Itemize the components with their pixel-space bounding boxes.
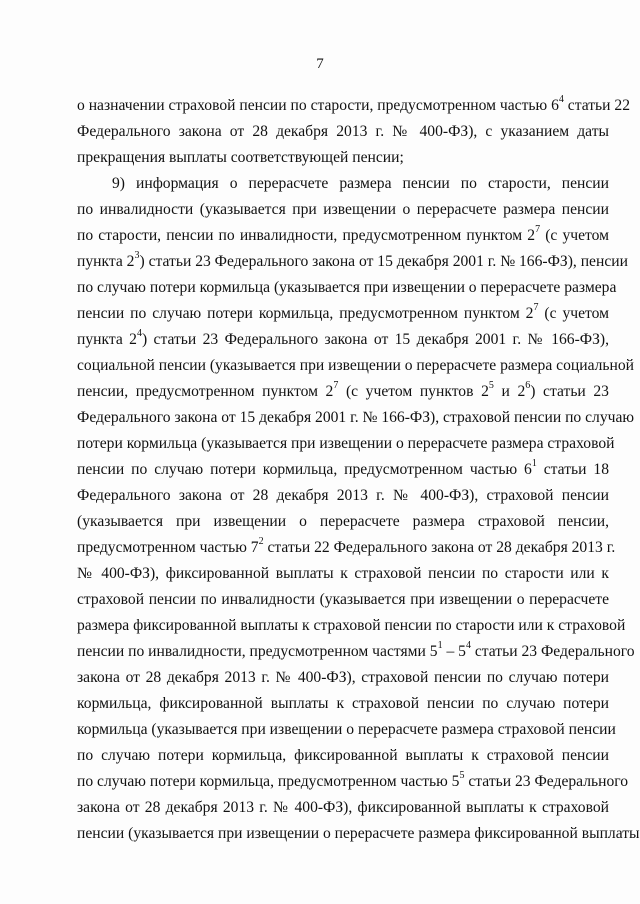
text-line: Федерального закона от 15 декабря 2001 г. № 166-ФЗ), страховой пенсии по случаю [77,409,635,426]
page-number: 7 [316,56,324,72]
text-line: по случаю потери кормильца, предусмотренном частью $5^5$ статьи 23 Федерального [77,769,629,790]
text-line: страховой пенсии по инвалидности (указывается при извещении о перерасчете [77,591,609,608]
text-line: по случаю потери кормильца, фиксированной выплаты к страховой пенсии [77,747,609,764]
text-line: пенсии (указывается при извещении о перерасчете размера фиксированной выплаты [77,825,640,842]
text-line: потери кормильца (указывается при извещении о перерасчете размера страховой [77,435,615,452]
text-line: по инвалидности (указывается при извещении о перерасчете размера пенсии [77,201,609,218]
text-line: социальной пенсии (указывается при извещении о перерасчете размера социальной [77,357,635,374]
text-line: размера фиксированной выплаты к страховой пенсии по старости или к страховой [77,617,626,634]
text-line: о назначении страховой пенсии по старости, предусмотренном частью $6^4$ статьи 22 [77,93,630,114]
text-line: прекращения выплаты соответствующей пенсии; [77,149,404,166]
text-line: кормильца (указывается при извещении о перерасчете размера страховой пенсии [77,721,616,738]
text-line: пенсии, предусмотренном пунктом $2^7$ (с учетом пунктов $2^5$ и $2^6$) статьи 23 [77,379,609,400]
text-line: пенсии по случаю потери кормильца, предусмотренном пунктом $2^7$ (с учетом [77,301,609,322]
paragraph-start-line: 9) информация о перерасчете размера пенсии по старости, пенсии [112,175,609,192]
text-line: пенсии по случаю потери кормильца, предусмотренном частью $6^1$ статьи 18 [77,457,609,478]
text-line: (указывается при извещении о перерасчете размера страховой пенсии, [77,513,609,530]
text-line: закона от 28 декабря 2013 г. № 400-ФЗ), фиксированной выплаты к страховой [77,799,609,816]
text-line: № 400-ФЗ), фиксированной выплаты к страховой пенсии по старости или к [77,565,609,582]
text-line: пенсии по инвалидности, предусмотренном частями $5^1 - 5^4$ статьи 23 Федерального [77,639,635,660]
text-line: пункта $2^4$) статьи 23 Федерального закона от 15 декабря 2001 г. № 166-ФЗ), [77,327,610,348]
text-line: пункта $2^3$) статьи 23 Федерального закона от 15 декабря 2001 г. № 166-ФЗ), пенсии [77,249,628,270]
text-line: по случаю потери кормильца (указывается при извещении о перерасчете размера [77,279,617,296]
text-line: закона от 28 декабря 2013 г. № 400-ФЗ), страховой пенсии по случаю потери [77,669,609,686]
text-line: предусмотренном частью $7^2$ статьи 22 Федерального закона от 28 декабря 2013 г. [77,535,616,556]
text-line: Федерального закона от 28 декабря 2013 г. № 400-ФЗ), с указанием даты [77,123,609,140]
text-line: Федерального закона от 28 декабря 2013 г. № 400-ФЗ), страховой пенсии [77,487,609,504]
text-line: кормильца, фиксированной выплаты к страховой пенсии по случаю потери [77,695,609,712]
text-line: по старости, пенсии по инвалидности, предусмотренном пунктом $2^7$ (с учетом [77,223,610,244]
